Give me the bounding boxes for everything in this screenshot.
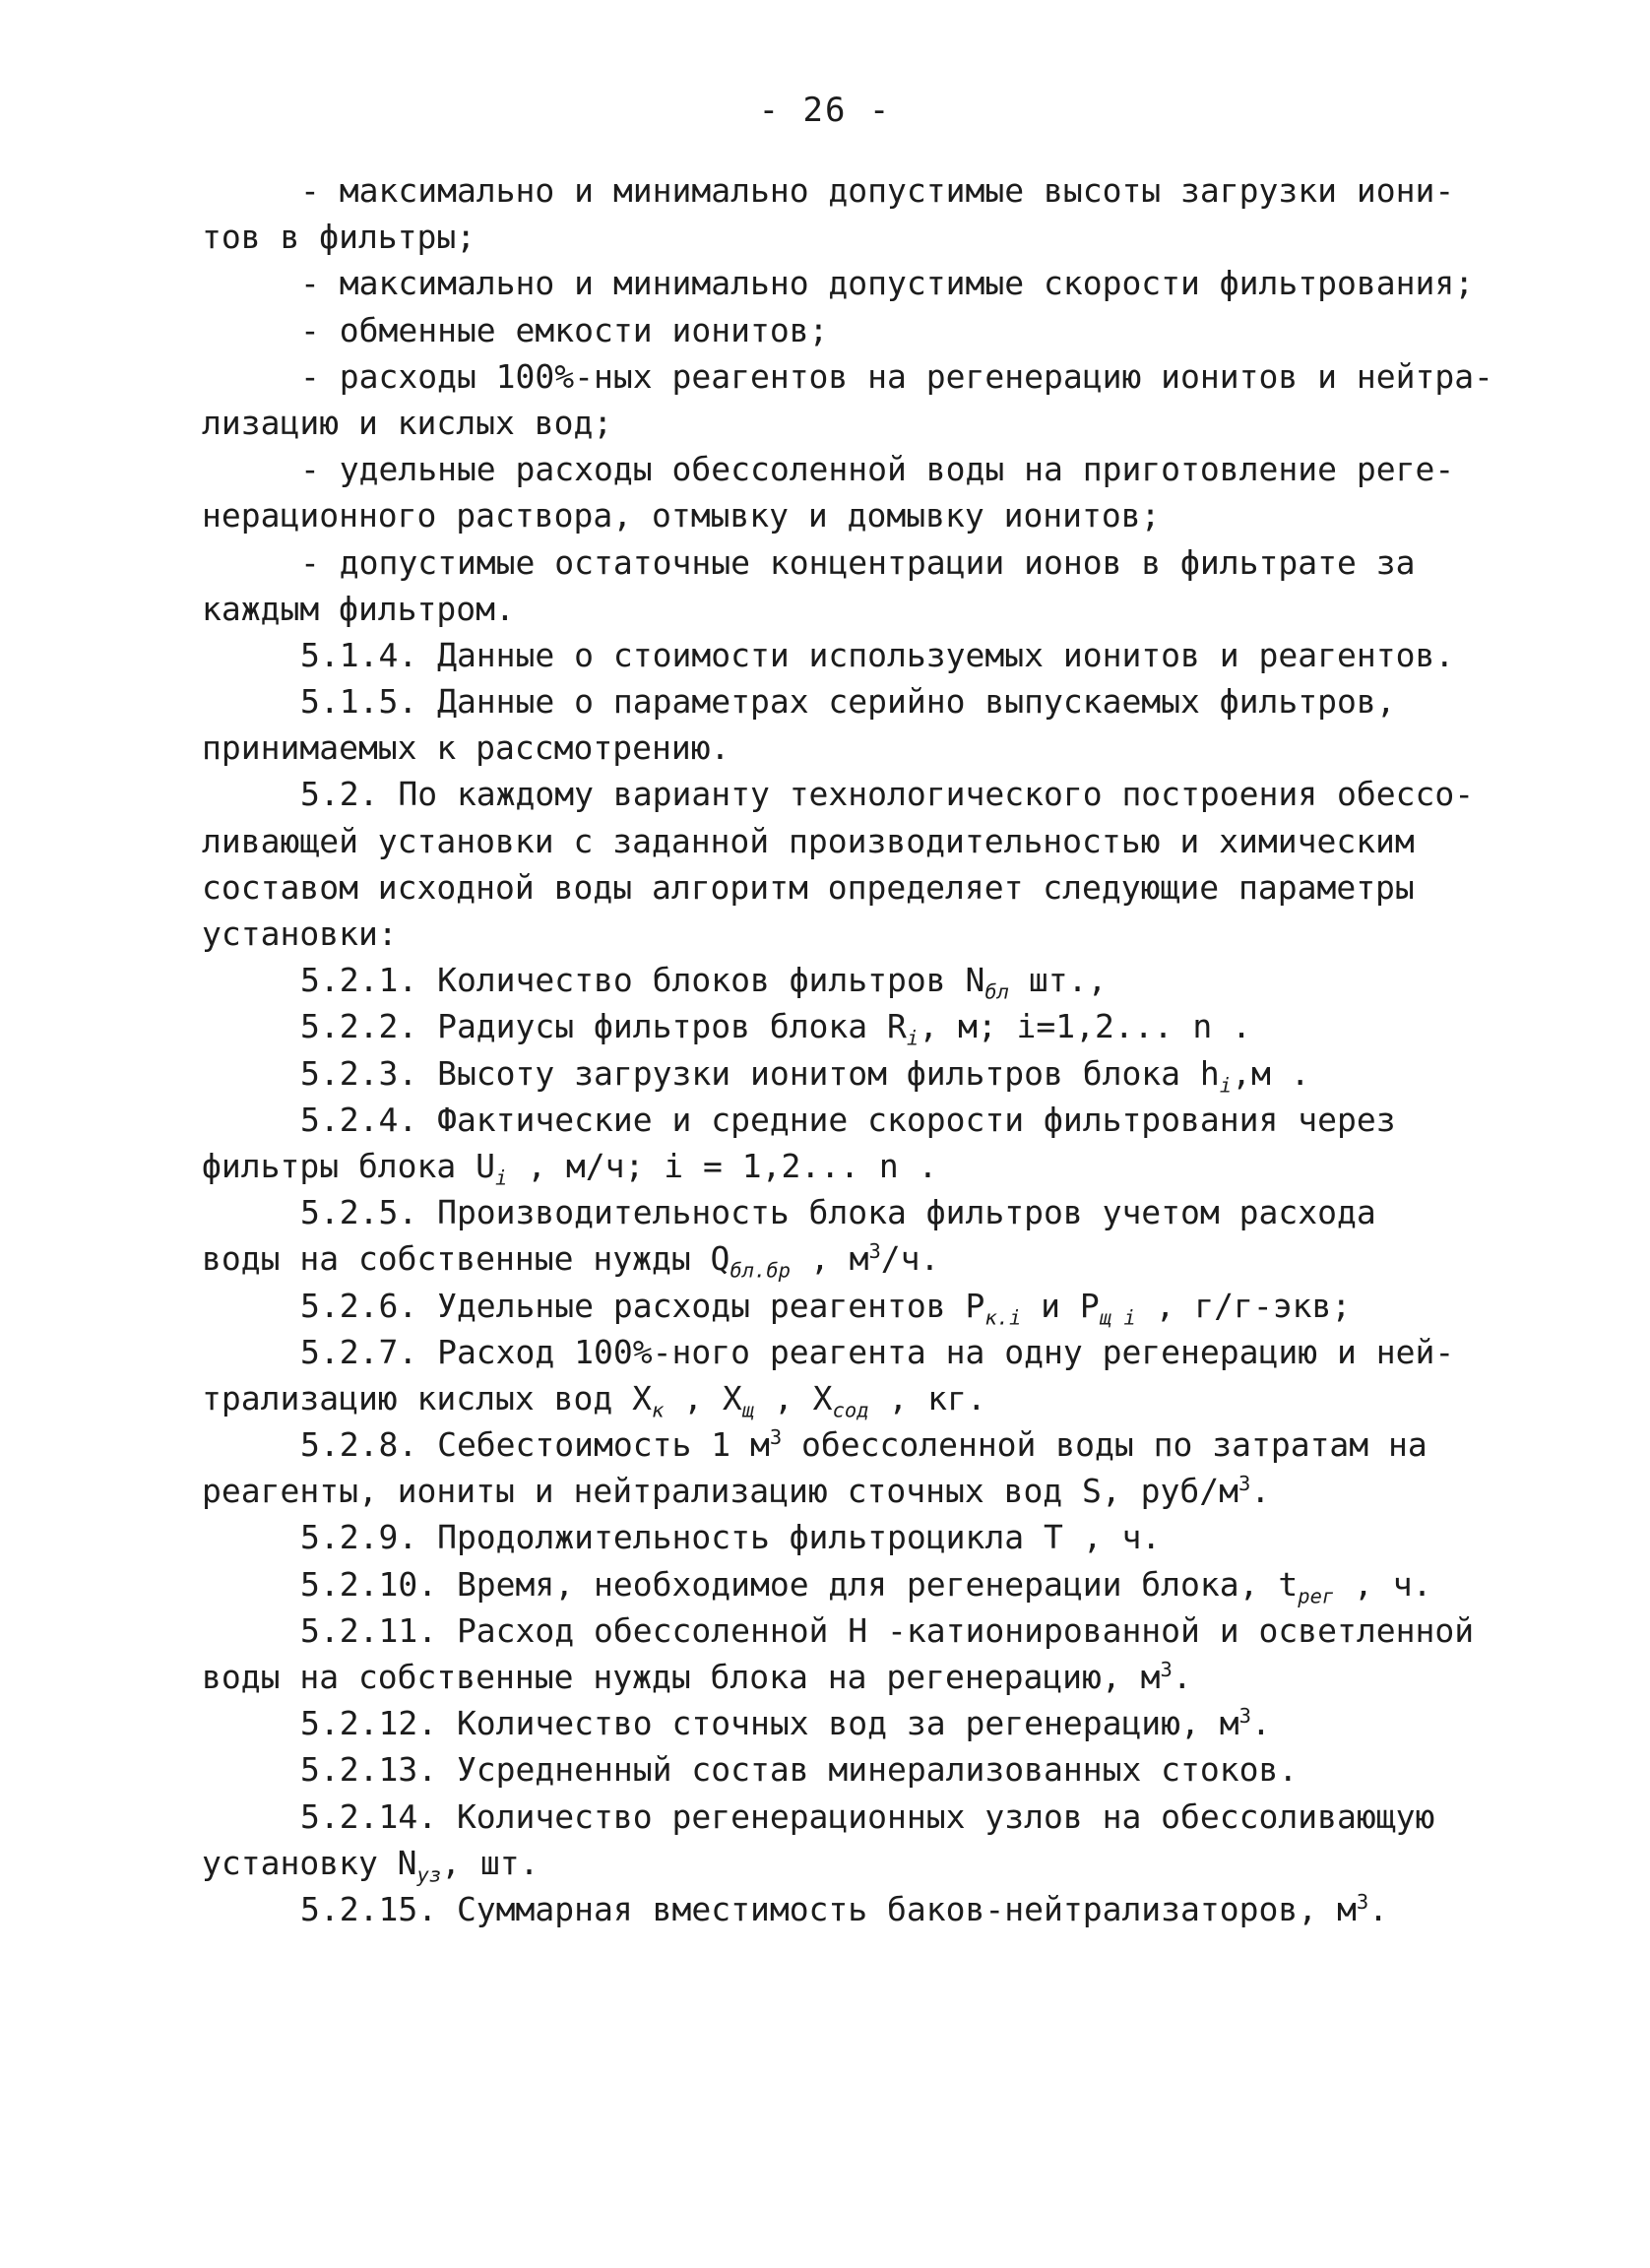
text-line: - обменные емкости ионитов; <box>300 310 829 349</box>
section-5-2-12: 5.2.12. Количество сточных вод за регенерацию, $м^3$. <box>300 1704 1271 1743</box>
text-line: воды на собственные нужды $Q_{бл.бр}$ , $м^3/ч$. <box>202 1239 940 1283</box>
text-line: - допустимые остаточные концентрации ионов в фильтрате за <box>300 542 1416 582</box>
text-line: - максимально и минимально допустимые высоты загрузки иони- <box>300 171 1455 210</box>
section-5-2-13: 5.2.13. Усредненный состав минерализованных стоков. <box>300 1750 1299 1790</box>
section-5-2-7: 5.2.7. Расход 100%-ного реагента на одну регенерацию и ней- <box>300 1332 1455 1371</box>
section-5-2-15: 5.2.15. Суммарная вместимость баков-нейтрализаторов, $м^3$. <box>300 1889 1389 1928</box>
text-line: нерационного раствора, отмывку и домывку ионитов; <box>202 496 1161 536</box>
text-line: - максимально и минимально допустимые скорости фильтрования; <box>300 264 1475 303</box>
section-5-1-5: 5.1.5. Данные о параметрах серийно выпускаемых фильтров, <box>300 682 1396 722</box>
text-line: лизацию и кислых вод; <box>202 403 613 442</box>
section-5-2-3: 5.2.3. Высоту загрузки ионитом фильтров блока $h_i,м$ . <box>300 1053 1310 1098</box>
section-5-2-2: 5.2.2. Радиусы фильтров блока $R_i$, м; i=1,2... n . <box>300 1007 1251 1050</box>
body-text <box>202 167 1493 1932</box>
text-line: - удельные расходы обессоленной воды на приготовление реге- <box>300 450 1455 489</box>
section-5-2-6: 5.2.6. Удельные расходы реагентов $P_{к.i}$ и $P_{щ i}$ , г/г-экв; <box>300 1286 1352 1330</box>
section-5-2-14: 5.2.14. Количество регенерационных узлов на обессоливающую <box>300 1796 1435 1836</box>
section-5-2-1: 5.2.1. Количество блоков фильтров $N_{бл}$ шт., <box>300 961 1108 1004</box>
text-line: реагенты, иониты и нейтрализацию сточных вод S, руб/$м^3$. <box>202 1472 1271 1511</box>
section-5-2-8: 5.2.8. Себестоимость 1 $м^3$ обессоленной воды по затратам на <box>300 1425 1428 1465</box>
section-5-2-4: 5.2.4. Фактические и средние скорости фильтрования через <box>300 1100 1396 1139</box>
text-line: воды на собственные нужды блока на регенерацию, $м^3$. <box>202 1658 1192 1696</box>
text-line: фильтры блока $U_i$ , м/ч; i = 1,2... n . <box>202 1146 938 1190</box>
section-5-2-5: 5.2.5. Производительность блока фильтров учетом расхода <box>300 1193 1376 1232</box>
section-5-2-11: 5.2.11. Расход обессоленной H -катионированной и осветленной <box>300 1610 1475 1650</box>
text-line: установку $N_{уз}$, шт. <box>202 1843 539 1887</box>
page-number: - 26 - <box>758 91 892 130</box>
text-line: установки: <box>202 914 398 953</box>
section-5-2: 5.2. По каждому варианту технологического построения обессо- <box>300 775 1475 814</box>
section-5-2-10: 5.2.10. Время, необходимое для регенерации блока, $t_{рег}$ , ч. <box>300 1564 1432 1608</box>
text-line: - расходы 100%-ных реагентов на регенерацию ионитов и нейтра- <box>300 356 1493 396</box>
text-line: составом исходной воды алгоритм определяет следующие параметры <box>202 867 1415 907</box>
text-line: ливающей установки с заданной производительностью и химическим <box>202 821 1415 860</box>
section-5-2-9: 5.2.9. Продолжительность фильтроцикла T , ч. <box>300 1518 1162 1557</box>
text-line: трализацию кислых вод $X_к$ , $X_щ$ , $X_{сод}$ , кг. <box>202 1378 986 1422</box>
text-line: тов в фильтры; <box>202 218 476 257</box>
text-line: каждым фильтром. <box>202 589 515 628</box>
section-5-1-4: 5.1.4. Данные о стоимости используемых ионитов и реагентов. <box>300 635 1455 674</box>
text-line: принимаемых к рассмотрению. <box>202 728 730 768</box>
